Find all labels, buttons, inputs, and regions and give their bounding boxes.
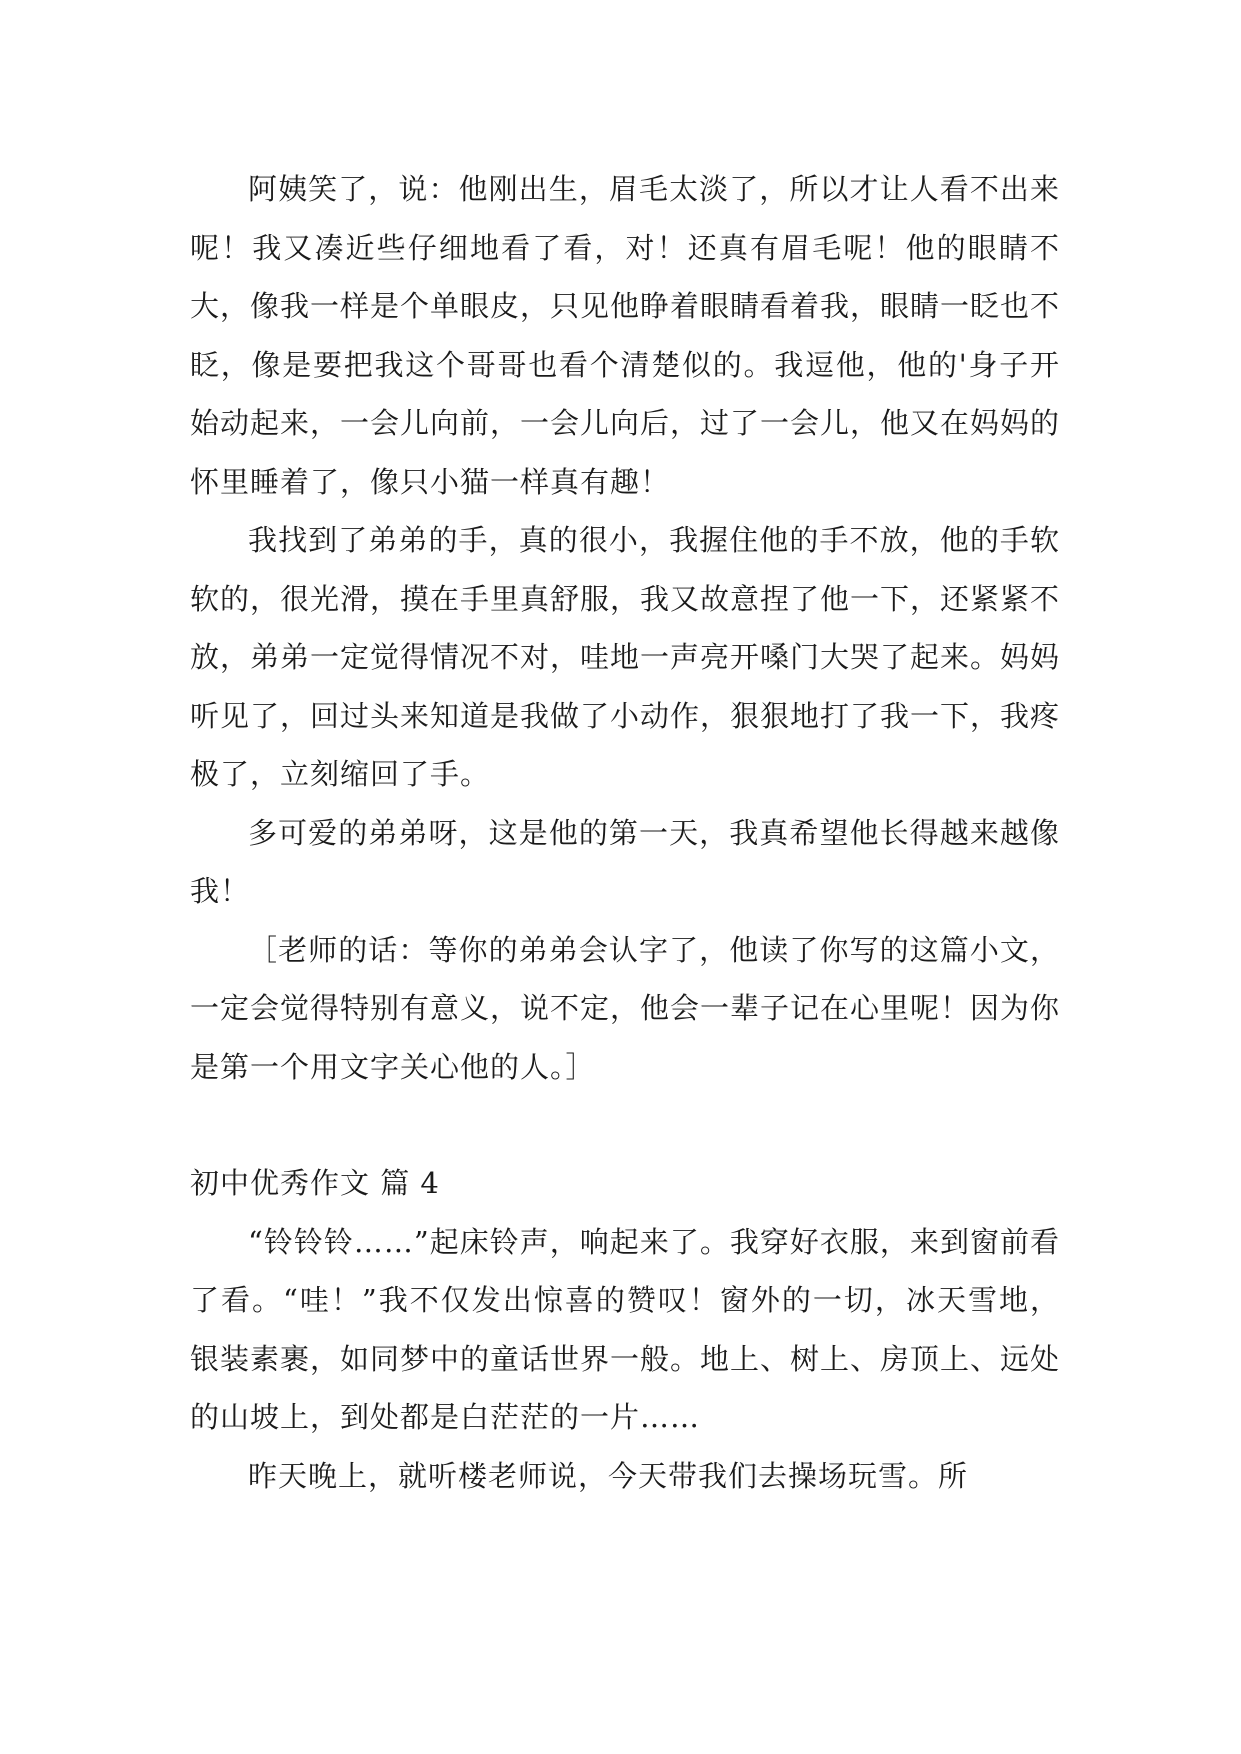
paragraph: 昨天晚上，就听楼老师说，今天带我们去操场玩雪。所 bbox=[248, 1458, 969, 1493]
section-spacer bbox=[190, 1096, 1060, 1154]
section-heading: 初中优秀作文 篇 4 bbox=[190, 1166, 440, 1200]
paragraph: 多可爱的弟弟呀，这是他的第一天，我真希望他长得越来越像我！ bbox=[190, 815, 1060, 908]
paragraph: “铃铃铃……”起床铃声，响起来了。我穿好衣服，来到窗前看了看。“哇！”我不仅发出惊喜的赞叹！窗外的一切，冰天雪地，银装素裹，如同梦中的童话世界一般。地上、树上、房顶上、远处的山坡上，到处都是白茫茫的一片…… bbox=[190, 1224, 1061, 1434]
document-body bbox=[190, 160, 1060, 1505]
paragraph: 阿姨笑了，说：他刚出生，眉毛太淡了，所以才让人看不出来呢！我又凑近些仔细地看了看，对！还真有眉毛呢！他的眼睛不大，像我一样是个单眼皮，只见他睁着眼睛看着我，眼睛一眨也不眨，像是要把我这个哥哥也看个清楚似的。我逗他，他的'身子开始动起来，一会儿向前，一会儿向后，过了一会儿，他又在妈妈的怀里睡着了，像只小猫一样真有趣！ bbox=[190, 172, 1061, 499]
paragraph: 我找到了弟弟的手，真的很小，我握住他的手不放，他的手软软的，很光滑，摸在手里真舒服，我又故意捏了他一下，还紧紧不放，弟弟一定觉得情况不对，哇地一声亮开嗓门大哭了起来。妈妈听见了，回过头来知道是我做了小动作，狠狠地打了我一下，我疼极了，立刻缩回了手。 bbox=[190, 523, 1061, 791]
teacher-comment-paragraph: ［老师的话：等你的弟弟会认字了，他读了你写的这篇小文，一定会觉得特别有意义，说不定，他会一辈子记在心里呢！因为你是第一个用文字关心他的人。］ bbox=[190, 932, 1061, 1084]
